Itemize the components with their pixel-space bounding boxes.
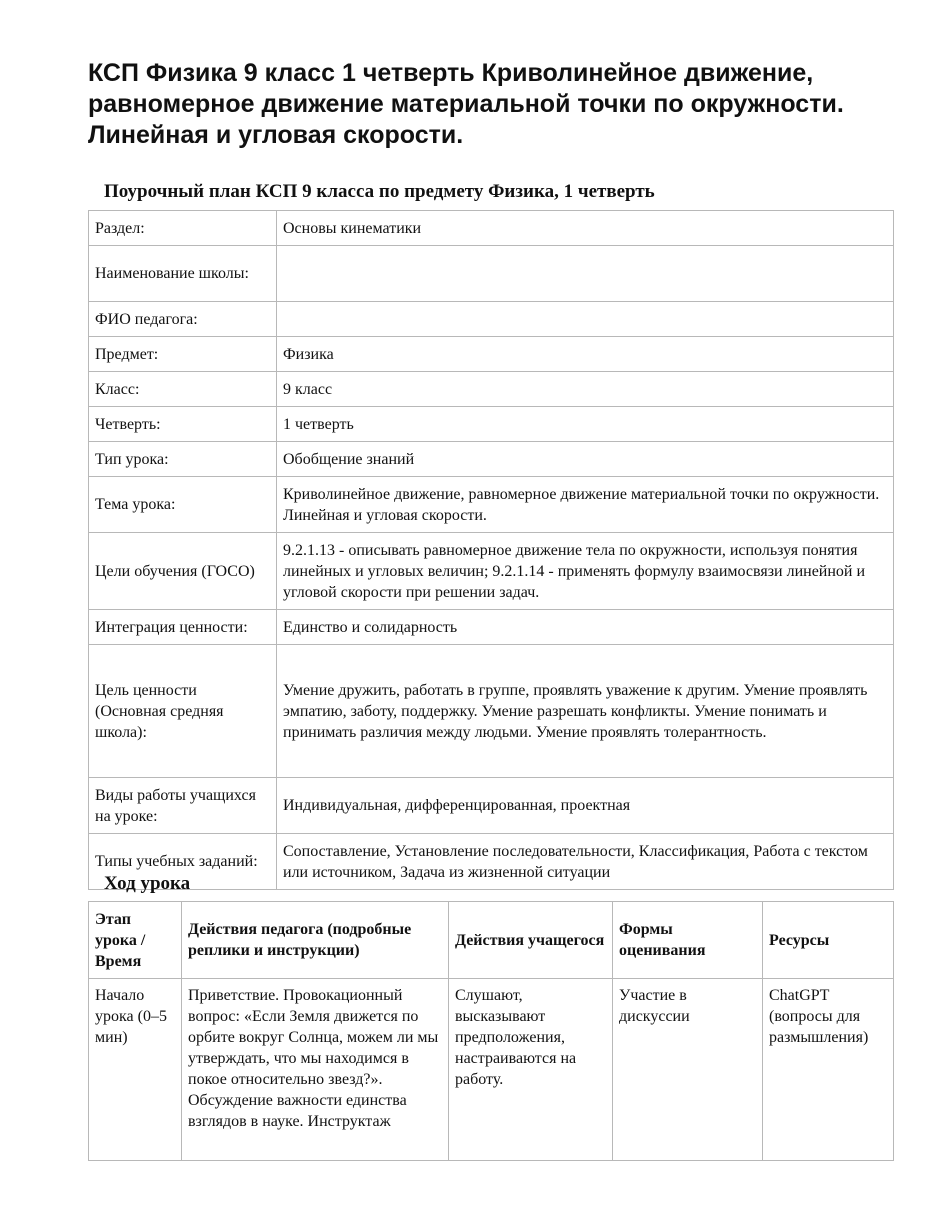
info-key: ФИО педагога: bbox=[89, 302, 277, 337]
info-row-quarter bbox=[89, 407, 894, 442]
lesson-progress-title: Ход урока bbox=[104, 873, 191, 894]
table-row bbox=[89, 979, 894, 1161]
info-value: Индивидуальная, дифференцированная, проектная bbox=[277, 778, 894, 834]
info-value bbox=[277, 246, 894, 302]
info-key: Цели обучения (ГОСО) bbox=[89, 533, 277, 610]
info-row-lesson-type bbox=[89, 442, 894, 477]
info-value: 1 четверть bbox=[277, 407, 894, 442]
info-value: Основы кинематики bbox=[277, 211, 894, 246]
info-key: Типы учебных заданий: bbox=[89, 834, 277, 890]
steps-header-student: Действия учащегося bbox=[449, 902, 613, 979]
info-key: Тип урока: bbox=[89, 442, 277, 477]
info-row-school bbox=[89, 246, 894, 302]
info-value bbox=[277, 302, 894, 337]
step-teacher-actions: Приветствие. Провокационный вопрос: «Если Земля движется по орбите вокруг Солнца, можем ли мы утверждать, что мы находимся в покое относительно звезд?». Обсуждение важности единства взглядов в науке. Инструктаж bbox=[182, 979, 449, 1161]
steps-header-stage: Этап урока / Время bbox=[89, 902, 182, 979]
info-row-values bbox=[89, 610, 894, 645]
info-value: Обобщение знаний bbox=[277, 442, 894, 477]
step-stage: Начало урока (0–5 мин) bbox=[89, 979, 182, 1161]
plan-title: Поурочный план КСП 9 класса по предмету Физика, 1 четверть bbox=[104, 181, 655, 202]
info-key: Четверть: bbox=[89, 407, 277, 442]
info-key: Интеграция ценности: bbox=[89, 610, 277, 645]
info-key: Тема урока: bbox=[89, 477, 277, 533]
info-row-grade bbox=[89, 372, 894, 407]
info-key: Раздел: bbox=[89, 211, 277, 246]
info-value: Единство и солидарность bbox=[277, 610, 894, 645]
info-row-section bbox=[89, 211, 894, 246]
document-title: КСП Физика 9 класс 1 четверть Криволинейное движение, равномерное движение материальной точки по окружности. Линейная и угловая скорости. bbox=[88, 59, 844, 149]
steps-header-row bbox=[89, 902, 894, 979]
info-key: Виды работы учащихся на уроке: bbox=[89, 778, 277, 834]
steps-header-assessment: Формы оценивания bbox=[613, 902, 763, 979]
info-row-teacher bbox=[89, 302, 894, 337]
info-row-goals bbox=[89, 533, 894, 610]
steps-header-teacher: Действия педагога (подробные реплики и инструкции) bbox=[182, 902, 449, 979]
step-assessment: Участие в дискуссии bbox=[613, 979, 763, 1161]
info-value: 9 класс bbox=[277, 372, 894, 407]
info-value: Сопоставление, Установление последовательности, Классификация, Работа с текстом или источником, Задача из жизненной ситуации bbox=[277, 834, 894, 890]
info-key: Цель ценности (Основная средняя школа): bbox=[89, 645, 277, 778]
steps-header-resources: Ресурсы bbox=[763, 902, 894, 979]
info-key: Наименование школы: bbox=[89, 246, 277, 302]
step-student-actions: Слушают, высказывают предположения, настраиваются на работу. bbox=[449, 979, 613, 1161]
info-key: Класс: bbox=[89, 372, 277, 407]
info-row-subject bbox=[89, 337, 894, 372]
document-page bbox=[88, 58, 893, 1130]
info-row-value-goal bbox=[89, 645, 894, 778]
lesson-info-table bbox=[88, 210, 894, 890]
info-row-task-types bbox=[89, 834, 894, 890]
info-key: Предмет: bbox=[89, 337, 277, 372]
lesson-steps-table bbox=[88, 901, 894, 1161]
info-row-topic bbox=[89, 477, 894, 533]
step-resources: ChatGPT (вопросы для размышления) bbox=[763, 979, 894, 1161]
info-row-work-types bbox=[89, 778, 894, 834]
info-value: Криволинейное движение, равномерное движение материальной точки по окружности. Линейная и угловая скорости. bbox=[277, 477, 894, 533]
info-value: Физика bbox=[277, 337, 894, 372]
info-value: Умение дружить, работать в группе, проявлять уважение к другим. Умение проявлять эмпатию, заботу, поддержку. Умение разрешать конфликты. Умение понимать и принимать различия между людьми. Умение проявлять толерантность. bbox=[277, 645, 894, 778]
info-value: 9.2.1.13 - описывать равномерное движение тела по окружности, используя понятия линейных и угловых величин; 9.2.1.14 - применять формулу взаимосвязи линейной и угловой скорости при решении задач. bbox=[277, 533, 894, 610]
